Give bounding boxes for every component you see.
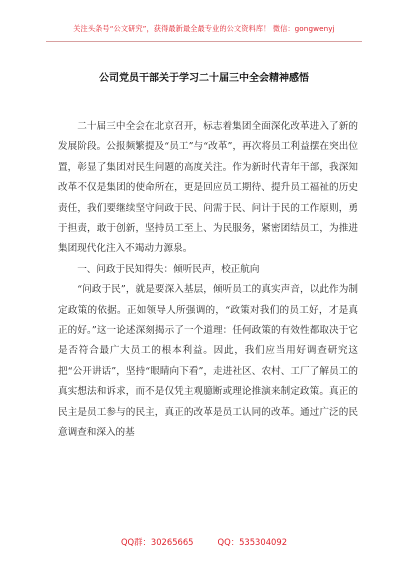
header-banner: 关注头条号“公文研究”，获得最新最全最专业的公文资料库！ 微信：gongwenyj — [73, 24, 335, 33]
header-divider — [46, 41, 362, 42]
footer-contacts — [0, 536, 408, 548]
footer-qq-group: QQ群：30265665 — [120, 537, 194, 547]
footer-qq: QQ：535304092 — [217, 537, 288, 547]
document-title: 公司党员干部关于学习二十届三中全会精神感悟 — [99, 73, 309, 84]
document-body — [58, 117, 358, 444]
body-paragraph: 二十届三中全会在北京召开，标志着集团全面深化改革进入了新的发展阶段。公报频繁提及“员工”与“改革”，再次将员工利益摆在突出位置，彰显了集团对民生问题的高度关注。作为新时代青年干部，我深知改革不仅是集团的使命所在，更是回应员工期待、提升员工福祉的历史责任，我们要继续坚守问政于民、问需于民、问计于民的工作原则，勇于担责，敢于创新，坚持员工至上、为民服务，紧密团结员工，为推进集团现代化注入不竭动力源泉。 — [58, 121, 358, 255]
body-paragraph: “问政于民”，就是要深入基层，倾听员工的真实声音，以此作为制定政策的依据。正如领导人所强调的，“政策对我们的员工好，才是真正的好。”这一论述深刻揭示了一个道理：任何政策的有效性都取决于它是否符合最广大员工的根本利益。因此，我们应当用好调查研究这把“公开讲话”，坚持“眼睛向下看”，走进社区、农村、工厂了解员工的真实想法和诉求，而不是仅凭主观臆断或理论推演来制定政策。真正的民主是员工参与的民主，真正的改革是员工认同的改革。通过广泛的民意调查和深入的基 — [58, 284, 358, 439]
section-heading: 一、问政于民知得失：倾听民声，校正航向 — [77, 263, 260, 275]
